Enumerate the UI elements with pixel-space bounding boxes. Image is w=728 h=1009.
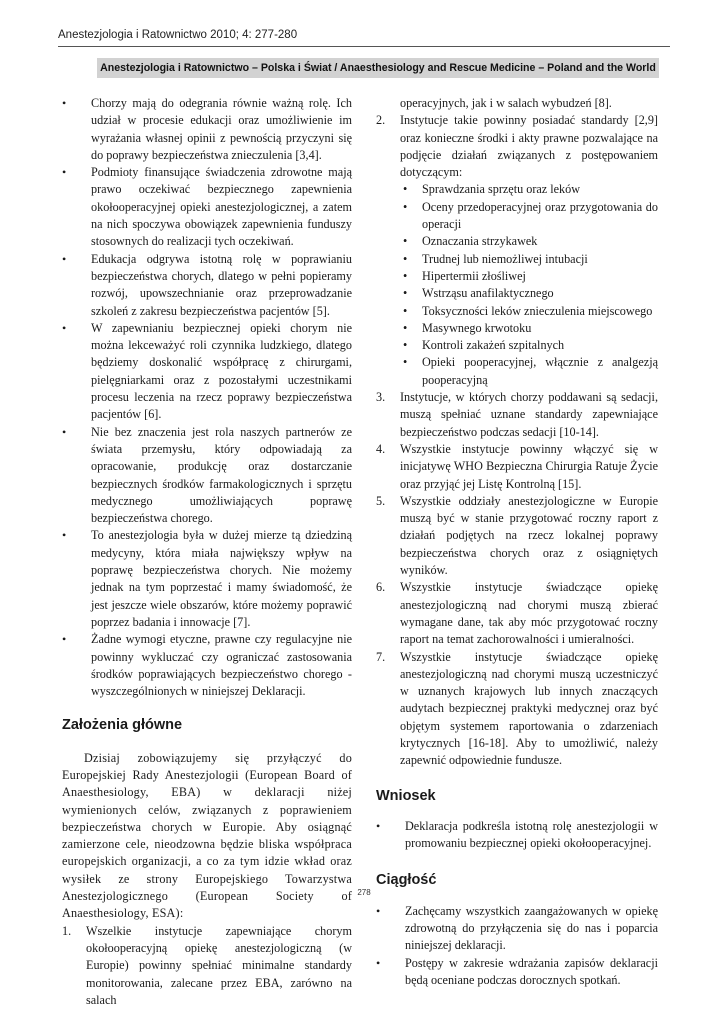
sub-list-item — [400, 303, 658, 320]
bullet-icon: • — [403, 355, 408, 370]
numbered-list-right — [376, 112, 658, 769]
item-number: 3. — [376, 390, 386, 405]
list-item-text: Edukacja odgrywa istotną rolę w poprawianiu bezpieczeństwa chorych, dlatego w pełni popieramy rozwój, upowszechnianie oraz przeprowadzanie szkoleń z zakresu bezpieczeństwa pacjentów [5]. — [91, 251, 352, 318]
list-item — [376, 955, 658, 990]
sub-list-item — [400, 268, 658, 285]
sub-item-text: Oceny przedoperacyjnej oraz przygotowania do operacji — [422, 199, 658, 232]
bullet-icon: • — [403, 320, 408, 335]
sub-item-text: Hipertermii złośliwej — [422, 268, 526, 283]
bullet-icon: • — [376, 955, 381, 970]
list-item — [62, 424, 352, 528]
list-item — [376, 818, 658, 853]
bullet-icon: • — [376, 818, 381, 833]
list-item-text: Postępy w zakresie wdrażania zapisów deklaracji będą oceniane podczas dorocznych spotkań. — [405, 955, 658, 987]
bullet-icon: • — [403, 303, 408, 318]
left-column — [62, 95, 352, 1009]
item-number: 5. — [376, 493, 386, 508]
right-column — [376, 95, 658, 989]
numbered-item-text: Instytucje, w których chorzy poddawani są sedacji, muszą spełniać uznane standardy zapewniające bezpieczeństwo podczas sedacji [10-14]. — [400, 390, 658, 439]
sub-item-text: Masywnego krwotoku — [422, 320, 532, 335]
bullet-icon: • — [403, 251, 408, 266]
sub-list-item — [400, 251, 658, 268]
item-number: 7. — [376, 649, 386, 664]
journal-citation: Anestezjologia i Ratownictwo 2010; 4: 277-280 — [58, 29, 298, 41]
sub-list-item — [400, 285, 658, 302]
header-divider — [58, 46, 670, 47]
numbered-item-text: Wszystkie instytucje powinny włączyć się w inicjatywę WHO Bezpieczna Chirurgia Ratuje Życie oraz przyjąć jej Listę Kontrolną [15]. — [400, 441, 658, 491]
sub-bullet-list — [400, 181, 658, 389]
bullet-icon: • — [403, 338, 408, 353]
numbered-item-text: Instytucje takie powinny posiadać standardy [2,9] oraz konieczne środki i akty prawne pozwalające na podjęcie działań związanych z postępowaniem dotyczącym: — [400, 113, 658, 180]
list-item-text: Podmioty finansujące świadczenia zdrowotne mają prawo oczekiwać bezpiecznego zapewnienia okołooperacyjnej opieki anestezjologicznej, a zatem na nich spoczywa obowiązek zapewnienia funduszy stosownych do realizacji tych oczekiwań. — [91, 165, 352, 249]
item-number: 4. — [376, 441, 386, 456]
list-item-text: Zachęcamy wszystkich zaangażowanych w opiekę zdrowotną do przyłączenia się do nas i poparcia niniejszej deklaracji. — [405, 903, 658, 953]
left-bullet-list — [62, 95, 352, 700]
numbered-item — [376, 441, 658, 493]
numbered-item — [376, 493, 658, 579]
item-number: 2. — [376, 113, 386, 128]
section-heading-wniosek: Wniosek — [376, 787, 436, 804]
bullet-icon: • — [62, 320, 67, 335]
bullet-icon: • — [403, 182, 408, 197]
bullet-icon: • — [62, 424, 67, 439]
bullet-icon: • — [62, 96, 67, 110]
item-number: 1. — [62, 923, 72, 938]
intro-paragraph: Dzisiaj zobowiązujemy się przyłączyć do Europejskiej Rady Anestezjologii (European Board of Anaesthesiology, EBA) w deklaracji niżej wymienionych celów, związanych z poprawieniem bezpieczeństwa chorych w Europie. Aby osiągnąć zamierzone cele, nieodzowna będzie bliska współpraca europejskich organizacji, a co za tym idzie wkład oraz wysiłek ze strony Europejskiego Towarzystwa Anestezjologicznego (European Society of Anaesthesiology, ESA): — [62, 750, 352, 921]
sub-item-text: Opieki pooperacyjnej, włącznie z analgezją pooperacyjną — [422, 355, 658, 387]
continued-text: operacyjnych, jak i w salach wybudzeń [8]. — [400, 96, 612, 110]
numbered-item — [62, 923, 352, 1009]
list-item — [62, 251, 352, 320]
numbered-list-left — [62, 923, 352, 1009]
numbered-item-text: Wszystkie instytucje świadczące opiekę anestezjologiczną nad chorymi muszą uczestniczyć w uznanych krajowych lub innych znaczących audytach bezpiecznej praktyki medycznej oraz być objętym systemem raportowania o zdarzeniach krytycznych [16-18]. Aby to umożliwić, należy zapewnić odpowiednie fundusze. — [400, 649, 658, 768]
list-item-text: Chorzy mają do odegrania równie ważną rolę. Ich udział w procesie edukacji oraz umożliwienie im wyrażania własnej opinii z pewnością przyczyni się do poprawy bezpieczeństwa znieczulenia [3,4]. — [91, 96, 352, 162]
numbered-item — [376, 649, 658, 770]
sub-item-text: Wstrząsu anafilaktycznego — [422, 286, 554, 301]
numbered-item — [376, 389, 658, 441]
bullet-icon: • — [403, 234, 408, 249]
numbered-item-text: Wszelkie instytucje zapewniające chorym okołooperacyjną opiekę anestezjologiczną (w Europie) powinny spełniać minimalne standardy monitorowania, zalecane przez EBA, zarówno na salach — [86, 923, 352, 1007]
numbered-item — [376, 112, 658, 389]
sub-list-item — [400, 337, 658, 354]
bullet-icon: • — [376, 903, 381, 918]
sub-item-text: Trudnej lub niemożliwej intubacji — [422, 251, 588, 266]
section-heading-ciaglosc: Ciągłość — [376, 872, 437, 889]
bullet-icon: • — [62, 165, 67, 180]
section-banner: Anestezjologia i Ratownictwo – Polska i Świat / Anaesthesiology and Rescue Medicine – Poland and the World — [97, 58, 659, 78]
numbered-item-text: Wszystkie instytucje świadczące opiekę anestezjologiczną nad chorymi muszą zbierać wymagane dane, tak aby móc przygotować roczny raport na temat zachorowalności i umieralności. — [400, 580, 658, 647]
wniosek-bullet-list — [376, 818, 658, 853]
bullet-icon: • — [403, 268, 408, 283]
sub-list-item — [400, 181, 658, 198]
list-item — [62, 95, 352, 164]
sub-list-item — [400, 354, 658, 389]
list-item-text: To anestezjologia była w dużej mierze tą dziedziną medycyny, która miała największy wpływ na poprawę bezpieczeństwa chorych. Nie możemy jednak na tym poprzestać i mamy świadomość, że jest jeszcze wiele obszarów, które możemy poprawić poprzez badania i innowacje [7]. — [91, 528, 352, 629]
section-heading-zalozenia: Założenia główne — [62, 717, 183, 734]
sub-list-item — [400, 320, 658, 337]
bullet-icon: • — [62, 632, 67, 647]
sub-item-text: Sprawdzania sprzętu oraz leków — [422, 182, 581, 197]
list-item-text: W zapewnianiu bezpiecznej opieki chorym nie można lekceważyć roli czynnika ludzkiego, dlatego będziemy doskonalić współpracę z chirurgami, pielęgniarkami oraz z pozostałymi uczestnikami procesu leczenia na rzecz poprawy bezpieczeństwa pacjentów [6]. — [91, 320, 352, 422]
bullet-icon: • — [62, 528, 67, 543]
list-item — [62, 527, 352, 631]
sub-item-text: Toksyczności leków znieczulenia miejscowego — [422, 303, 653, 318]
list-item-text: Nie bez znaczenia jest rola naszych partnerów ze świata przemysłu, który odpowiadają za opracowanie, produkcję oraz dostarczanie bezpiecznych środków farmakologicznych i sprzętu medycznego umożliwiających poprawę bezpieczeństwa chorego. — [91, 424, 352, 526]
bullet-icon: • — [403, 286, 408, 301]
numbered-item — [376, 579, 658, 648]
list-item — [62, 164, 352, 250]
list-item-text: Żadne wymogi etyczne, prawne czy regulacyjne nie powinny wykluczać czy ograniczać zastosowania środków poprawiających bezpieczeństwo chorego - wyszczególnionych w niniejszej Deklaracji. — [91, 632, 352, 699]
list-item-text: Deklaracja podkreśla istotną rolę anestezjologii w promowaniu bezpiecznej opieki okołooperacyjnej. — [405, 818, 658, 851]
sub-list-item — [400, 199, 658, 234]
ciaglosc-bullet-list — [376, 903, 658, 989]
sub-list-item — [400, 233, 658, 250]
list-item — [62, 631, 352, 700]
sub-item-text: Oznaczania strzykawek — [422, 234, 538, 249]
page-number: 278 — [357, 888, 371, 897]
sub-item-text: Kontroli zakażeń szpitalnych — [422, 338, 565, 353]
list-item — [62, 320, 352, 424]
item-number: 6. — [376, 580, 386, 595]
numbered-item-text: Wszystkie oddziały anestezjologiczne w Europie muszą być w stanie przygotować roczny raport z działań podjętych na rzecz lokalnej poprawy bezpieczeństwa chorych oraz z osiągniętych wyników. — [400, 493, 658, 578]
bullet-icon: • — [403, 199, 408, 214]
bullet-icon: • — [62, 251, 67, 266]
list-item — [376, 903, 658, 955]
